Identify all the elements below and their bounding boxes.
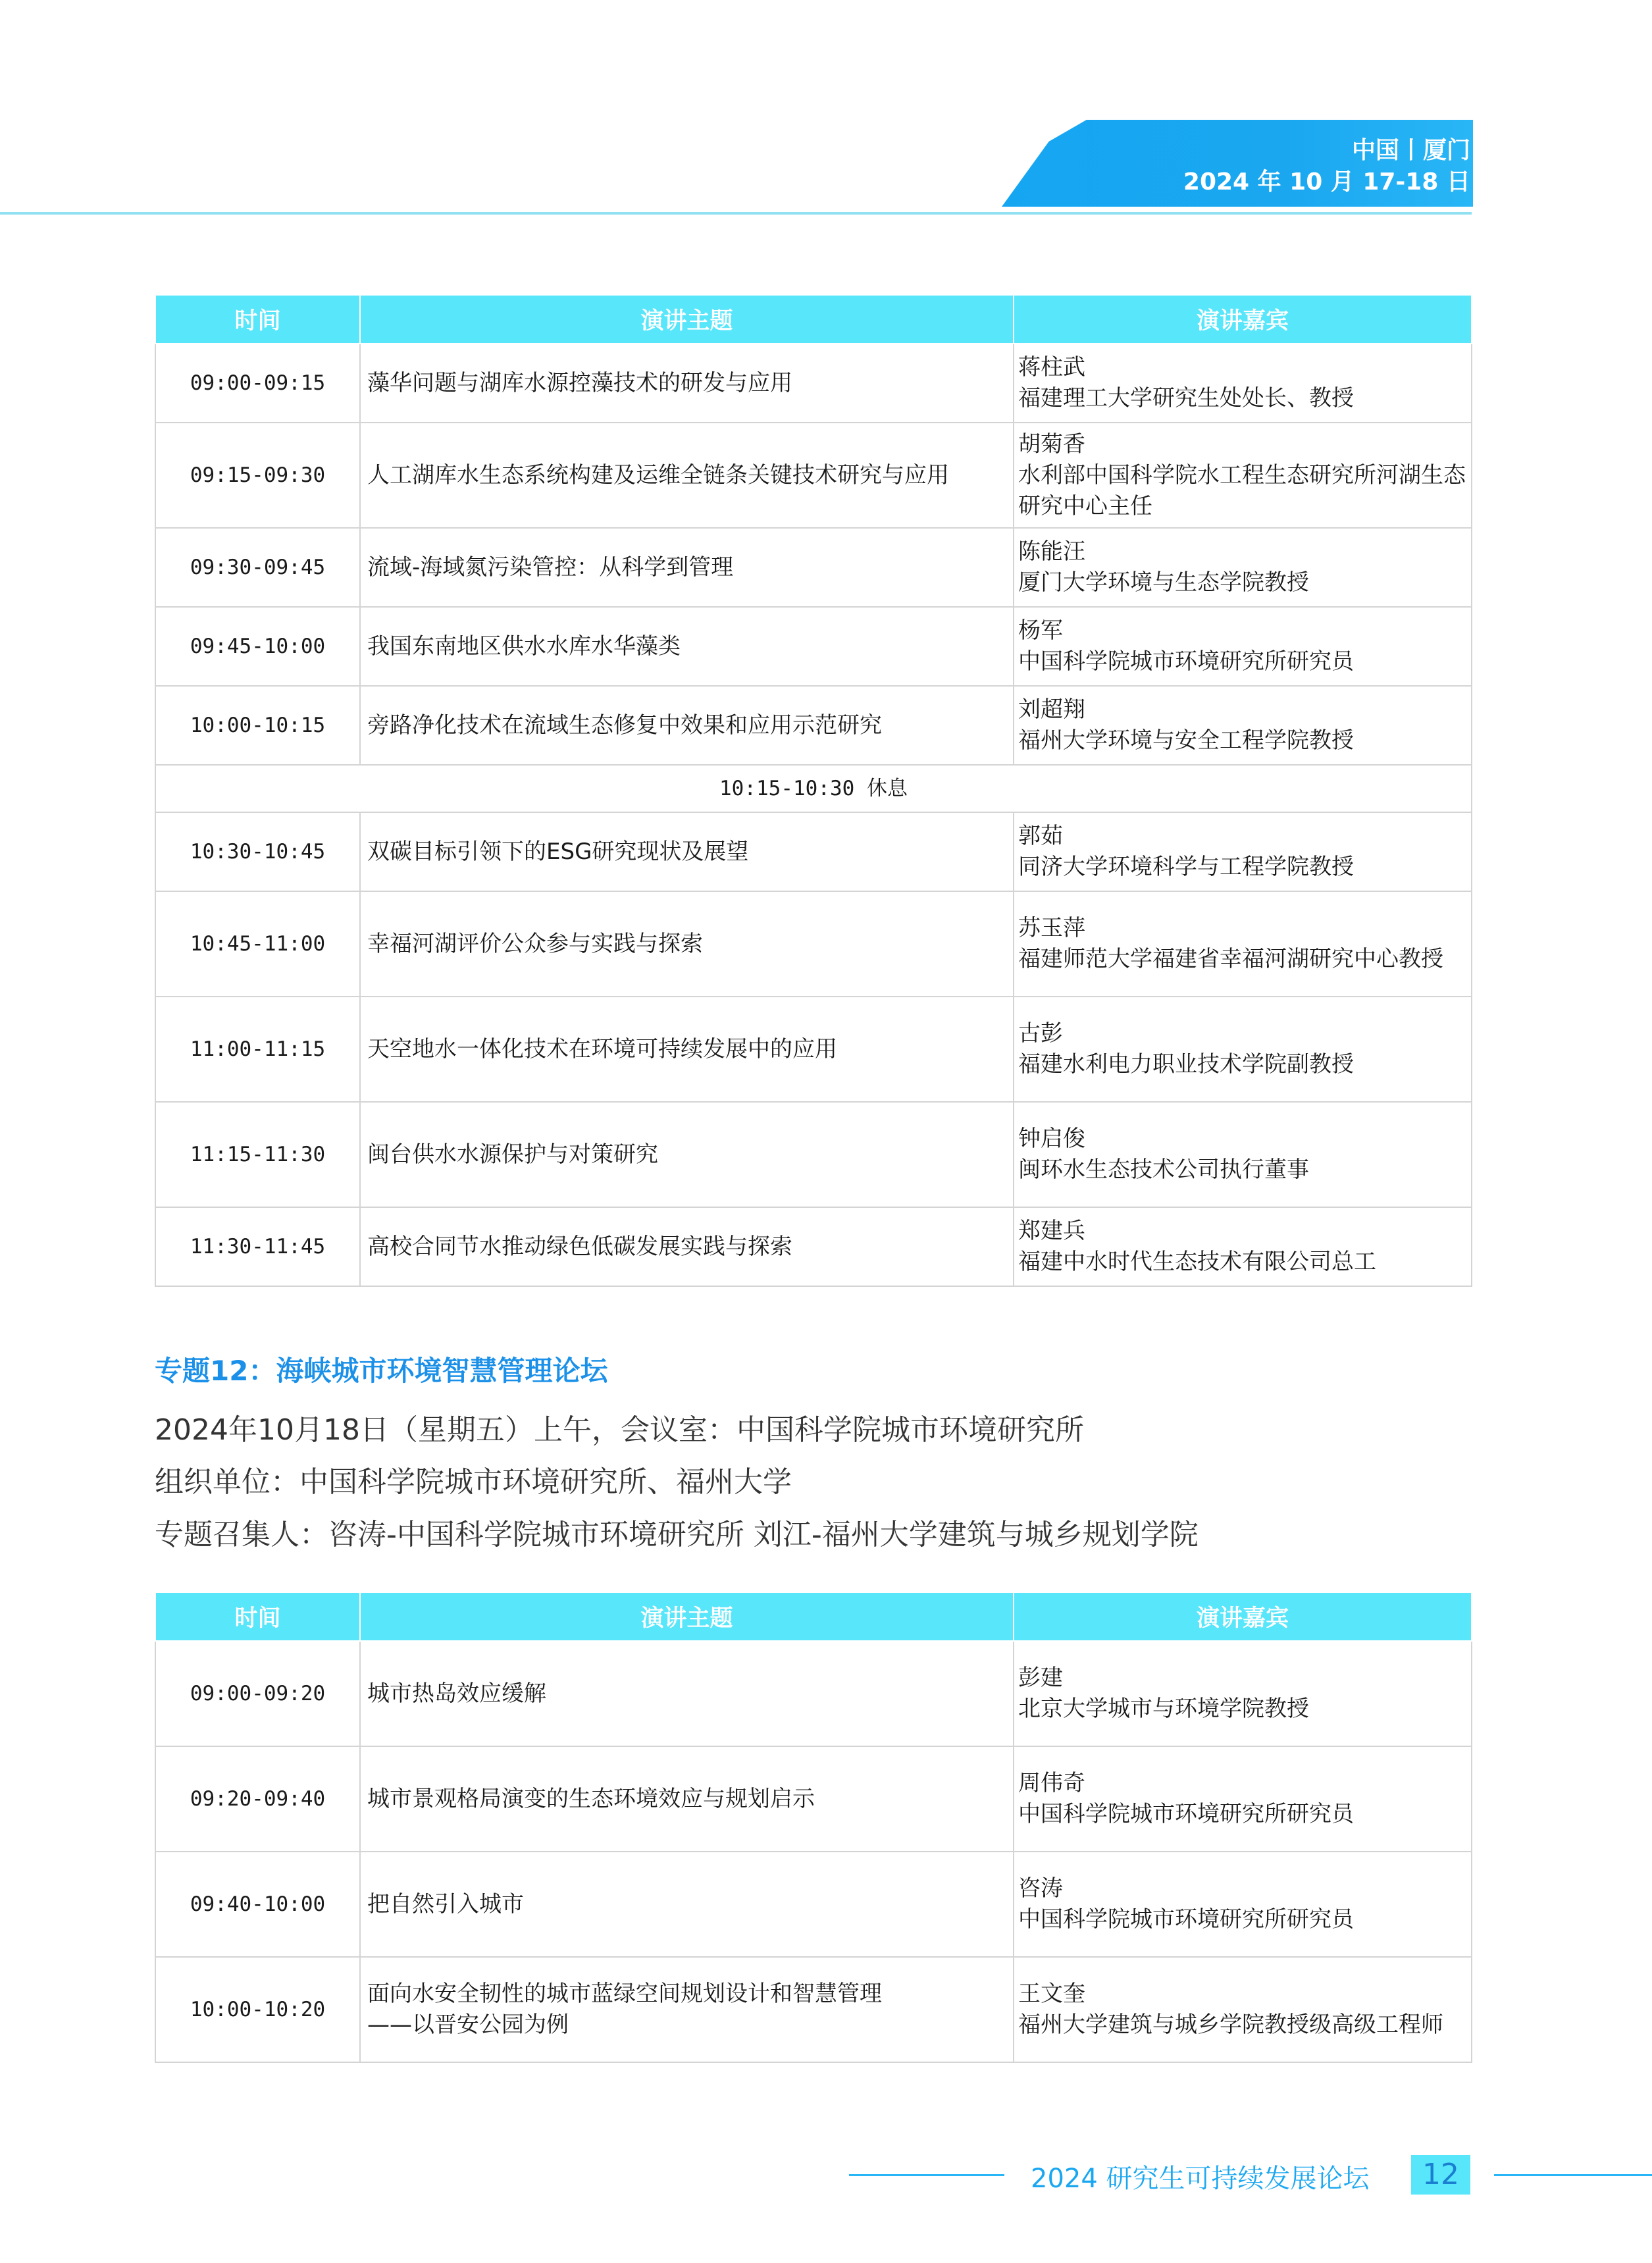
- footer-forum-name: 2024 研究生可持续发展论坛: [1031, 2164, 1370, 2194]
- speaker-name: 王文奎: [1018, 1981, 1085, 2007]
- row-time: 10:45-11:00: [155, 891, 360, 997]
- row-time: 11:00-11:15: [155, 997, 360, 1102]
- row-speaker: [1014, 1207, 1472, 1286]
- row-topic: 城市热岛效应缓解: [360, 1641, 1014, 1746]
- speaker-title: 福建水利电力职业技术学院副教授: [1018, 1051, 1354, 1078]
- row-topic: 高校合同节水推动绿色低碳发展实践与探索: [360, 1207, 1014, 1286]
- speaker-name: 陈能汪: [1018, 538, 1085, 565]
- table-row: [155, 423, 1472, 528]
- speaker-name: 刘超翔: [1018, 696, 1085, 723]
- table-row: [155, 607, 1472, 686]
- speaker-name: 胡菊香: [1018, 430, 1085, 457]
- col-header-speaker: 演讲嘉宾: [1014, 295, 1472, 344]
- row-time: 09:45-10:00: [155, 607, 360, 686]
- schedule-table-1: [155, 294, 1472, 1287]
- table-row: [155, 686, 1472, 765]
- row-speaker: [1014, 1852, 1472, 1957]
- row-topic: 我国东南地区供水水库水华藻类: [360, 607, 1014, 686]
- break-row: [155, 765, 1472, 812]
- speaker-title: 福建师范大学福建省幸福河湖研究中心教授: [1018, 946, 1443, 972]
- row-topic: 人工湖库水生态系统构建及运维全链条关键技术研究与应用: [360, 423, 1014, 528]
- row-topic: [360, 1957, 1014, 2062]
- table-row: [155, 997, 1472, 1102]
- speaker-title: 福州大学环境与安全工程学院教授: [1018, 727, 1354, 754]
- table-row: [155, 1207, 1472, 1286]
- row-topic: 流域-海域氮污染管控：从科学到管理: [360, 528, 1014, 607]
- speaker-title: 中国科学院城市环境研究所研究员: [1018, 1801, 1354, 1827]
- section-organizers: 组织单位：中国科学院城市环境研究所、福州大学: [155, 1465, 792, 1499]
- row-time: 09:20-09:40: [155, 1746, 360, 1852]
- row-time: 10:00-10:20: [155, 1957, 360, 2062]
- row-speaker: [1014, 1746, 1472, 1852]
- table-row: [155, 528, 1472, 607]
- speaker-name: 周伟奇: [1018, 1770, 1085, 1796]
- table-header-row: [155, 1592, 1472, 1641]
- speaker-name: 彭建: [1018, 1665, 1063, 1691]
- row-speaker: [1014, 997, 1472, 1102]
- section-conveners: 专题召集人：咨涛-中国科学院城市环境研究所 刘江-福州大学建筑与城乡规划学院: [155, 1518, 1199, 1551]
- table-row: [155, 344, 1472, 423]
- header-divider: [0, 212, 1472, 215]
- col-header-time: 时间: [155, 1592, 360, 1641]
- row-speaker: [1014, 1957, 1472, 2062]
- row-time: 09:30-09:45: [155, 528, 360, 607]
- speaker-title: 闽环水生态技术公司执行董事: [1018, 1157, 1309, 1183]
- speaker-title: 同济大学环境科学与工程学院教授: [1018, 854, 1354, 880]
- topic-line-2: ——以晋安公园为例: [367, 2012, 569, 2038]
- row-time: 10:30-10:45: [155, 812, 360, 891]
- row-time: 11:30-11:45: [155, 1207, 360, 1286]
- row-speaker: [1014, 423, 1472, 528]
- table-row: [155, 1852, 1472, 1957]
- col-header-topic: 演讲主题: [360, 295, 1014, 344]
- row-topic: 把自然引入城市: [360, 1852, 1014, 1957]
- row-topic: 闽台供水水源保护与对策研究: [360, 1102, 1014, 1207]
- table-row: [155, 1102, 1472, 1207]
- schedule-table-2: [155, 1592, 1472, 2063]
- break-text: 10:15-10:30 休息: [155, 765, 1472, 812]
- row-time: 10:00-10:15: [155, 686, 360, 765]
- row-time: 11:15-11:30: [155, 1102, 360, 1207]
- row-speaker: [1014, 528, 1472, 607]
- speaker-title: 厦门大学环境与生态学院教授: [1018, 569, 1309, 596]
- speaker-name: 郑建兵: [1018, 1218, 1085, 1244]
- speaker-name: 蒋柱武: [1018, 354, 1085, 380]
- row-time: 09:40-10:00: [155, 1852, 360, 1957]
- row-topic: 双碳目标引领下的ESG研究现状及展望: [360, 812, 1014, 891]
- speaker-title: 水利部中国科学院水工程生态研究所河湖生态研究中心主任: [1018, 461, 1466, 519]
- row-topic: 城市景观格局演变的生态环境效应与规划启示: [360, 1746, 1014, 1852]
- table-header-row: [155, 295, 1472, 344]
- speaker-name: 钟启俊: [1018, 1126, 1085, 1152]
- footer-rule-right: [1494, 2174, 1652, 2176]
- row-topic: 旁路净化技术在流域生态修复中效果和应用示范研究: [360, 686, 1014, 765]
- header-date: 2024 年 10 月 17-18 日: [1183, 169, 1470, 195]
- table-row: [155, 1746, 1472, 1852]
- row-topic: 幸福河湖评价公众参与实践与探索: [360, 891, 1014, 997]
- row-speaker: [1014, 1641, 1472, 1746]
- row-speaker: [1014, 891, 1472, 997]
- table-row: [155, 891, 1472, 997]
- section-title: 专题12：海峡城市环境智慧管理论坛: [155, 1355, 608, 1387]
- footer-rule-left: [849, 2174, 1004, 2176]
- speaker-title: 中国科学院城市环境研究所研究员: [1018, 1906, 1354, 1933]
- col-header-time: 时间: [155, 295, 360, 344]
- speaker-name: 郭茹: [1018, 823, 1063, 849]
- row-speaker: [1014, 686, 1472, 765]
- speaker-title: 中国科学院城市环境研究所研究员: [1018, 648, 1354, 675]
- speaker-title: 北京大学城市与环境学院教授: [1018, 1696, 1309, 1722]
- row-speaker: [1014, 344, 1472, 423]
- speaker-name: 古彭: [1018, 1020, 1063, 1047]
- table-row: [155, 812, 1472, 891]
- col-header-topic: 演讲主题: [360, 1592, 1014, 1641]
- speaker-name: 咨涛: [1018, 1875, 1063, 1902]
- row-topic: 天空地水一体化技术在环境可持续发展中的应用: [360, 997, 1014, 1102]
- row-speaker: [1014, 607, 1472, 686]
- row-speaker: [1014, 812, 1472, 891]
- table-row: [155, 1957, 1472, 2062]
- row-time: 09:00-09:15: [155, 344, 360, 423]
- speaker-title: 福州大学建筑与城乡学院教授级高级工程师: [1018, 2012, 1443, 2038]
- section-time-venue: 2024年10月18日（星期五）上午，会议室：中国科学院城市环境研究所: [155, 1413, 1084, 1447]
- table-row: [155, 1641, 1472, 1746]
- row-speaker: [1014, 1102, 1472, 1207]
- speaker-name: 苏玉萍: [1018, 915, 1085, 941]
- speaker-name: 杨军: [1018, 617, 1063, 644]
- topic-line-1: 面向水安全韧性的城市蓝绿空间规划设计和智慧管理: [367, 1981, 882, 2007]
- col-header-speaker: 演讲嘉宾: [1014, 1592, 1472, 1641]
- speaker-title: 福建中水时代生态技术有限公司总工: [1018, 1249, 1376, 1275]
- speaker-title: 福建理工大学研究生处处长、教授: [1018, 385, 1354, 411]
- page-number: 12: [1411, 2155, 1470, 2195]
- row-topic: 藻华问题与湖库水源控藻技术的研发与应用: [360, 344, 1014, 423]
- row-time: 09:15-09:30: [155, 423, 360, 528]
- header-location: 中国丨厦门: [1351, 137, 1470, 164]
- row-time: 09:00-09:20: [155, 1641, 360, 1746]
